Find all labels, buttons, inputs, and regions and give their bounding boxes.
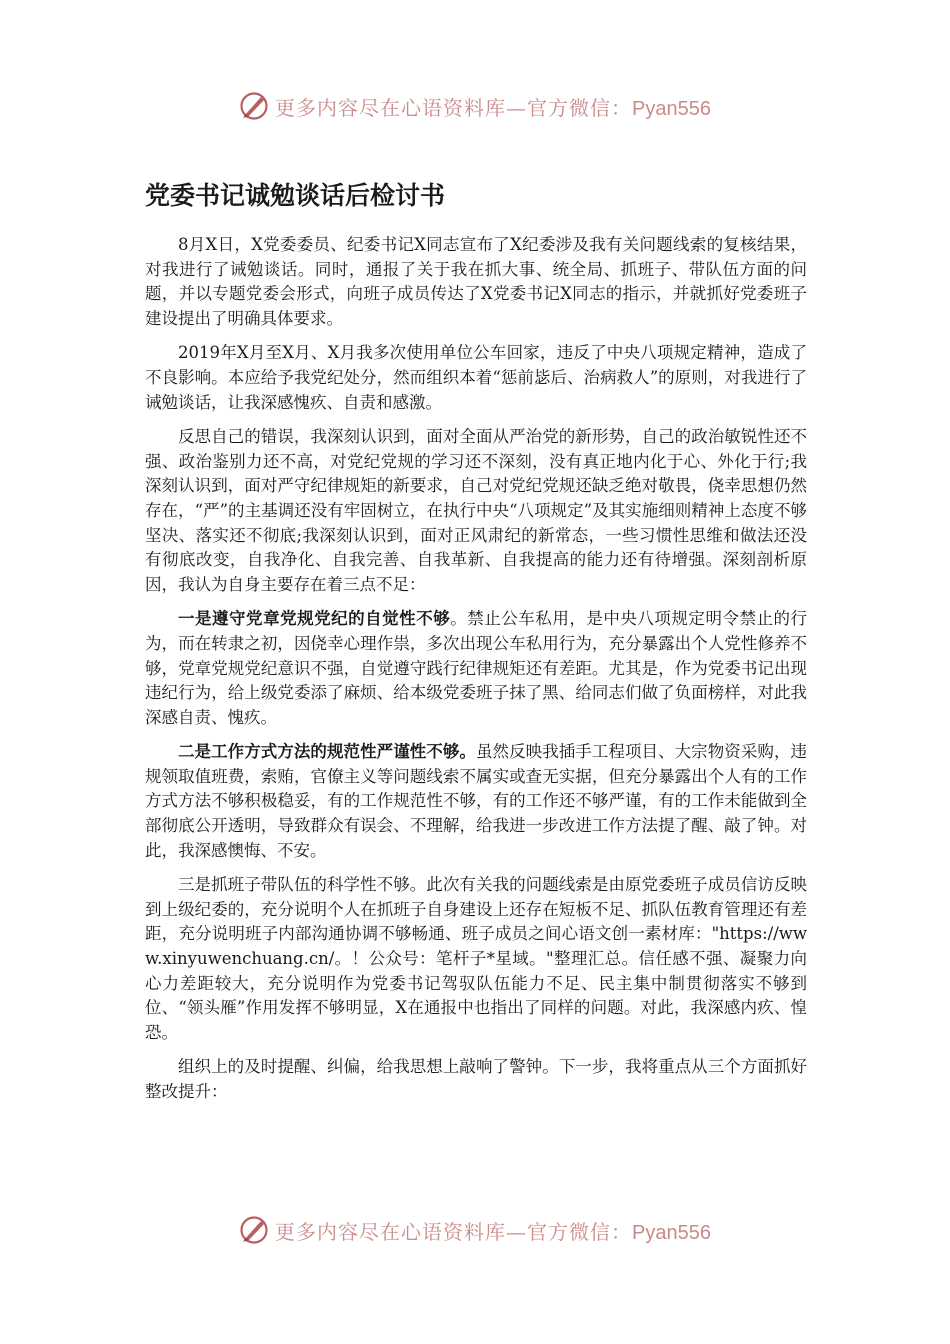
- pen-logo-icon: [239, 1215, 269, 1245]
- document-body: [145, 233, 807, 1115]
- paragraph-5-heading: 二是工作方式方法的规范性严谨性不够。: [178, 742, 476, 762]
- paragraph-7: 组织上的及时提醒、纠偏，给我思想上敲响了警钟。下一步，我将重点从三个方面抓好整改提升：: [145, 1057, 807, 1101]
- paragraph-5: [145, 740, 807, 863]
- paragraph-4-text: 。禁止公车私用，是中央八项规定明令禁止的行为，而在转隶之初，因侥幸心理作祟，多次出现公车私用行为，充分暴露出个人党性修养不够，党章党规党纪意识不强，自觉遵守践行纪律规矩还有差距。尤其是，作为党委书记出现违纪行为，给上级党委添了麻烦、给本级党委班子抹了黑、给同志们做了负面榜样，对此我深感自责、愧疚。: [145, 609, 808, 727]
- banner-wechat-id: Pyan556: [632, 1221, 711, 1244]
- pen-logo-icon: [239, 91, 269, 121]
- paragraph-6: 三是抓班子带队伍的科学性不够。此次有关我的问题线索是由原党委班子成员信访反映到上级纪委的，充分说明个人在抓班子自身建设上还存在短板不足、抓队伍教育管理还有差距，充分说明班子内部沟通协调不够畅通、班子成员之间心语文创一素材库："https://www.xinyuwenchuang.cn/。！公众号：笔杆子*星域。"整理汇总。信任感不强、凝聚力向心力差距较大，充分说明作为党委书记驾驭队伍能力不足、民主集中制贯彻落实不够到位、“领头雁”作用发挥不够明显，X在通报中也指出了同样的问题。对此，我深感内疚、惶恐。: [145, 875, 807, 1042]
- header-banner: [0, 86, 950, 126]
- banner-wechat-id: Pyan556: [632, 97, 711, 120]
- document-title: 党委书记诚勉谈话后检讨书: [145, 181, 446, 210]
- paragraph-4-heading: 一是遵守党章党规党纪的自觉性不够: [178, 609, 451, 629]
- banner-text: 更多内容尽在心语资料库—官方微信：Pyan556: [275, 95, 711, 120]
- paragraph-4: [145, 607, 807, 730]
- paragraph-3: 反思自己的错误，我深刻认识到，面对全面从严治党的新形势，自己的政治敏锐性还不强、政治鉴别力还不高，对党纪党规的学习还不深刻，没有真正地内化于心、外化于行;我深刻认识到，面对严守纪律规矩的新要求，自己对党纪党规还缺乏绝对敬畏，侥幸思想仍然存在，“严”的主基调还没有牢固树立，在执行中央“八项规定”及其实施细则精神上态度不够坚决、落实还不彻底;我深刻认识到，面对正风肃纪的新常态，一些习惯性思维和做法还没有彻底改变，自我净化、自我完善、自我革新、自我提高的能力还有待增强。深刻剖析原因，我认为自身主要存在着三点不足：: [145, 427, 807, 594]
- footer-banner: [0, 1210, 950, 1250]
- banner-text: 更多内容尽在心语资料库—官方微信：Pyan556: [275, 1219, 711, 1244]
- paragraph-2: 2019年X月至X月、X月我多次使用单位公车回家，违反了中央八项规定精神，造成了不良影响。本应给予我党纪处分，然而组织本着“惩前毖后、治病救人”的原则，对我进行了诫勉谈话，让我深感愧疚、自责和感激。: [145, 343, 807, 412]
- paragraph-1: 8月X日，X党委委员、纪委书记X同志宣布了X纪委涉及我有关问题线索的复核结果，对我进行了诫勉谈话。同时，通报了关于我在抓大事、统全局、抓班子、带队伍方面的问题，并以专题党委会形式，向班子成员传达了X党委书记X同志的指示，并就抓好党委班子建设提出了明确具体要求。: [145, 235, 807, 328]
- paragraph-5-text: 虽然反映我插手工程项目、大宗物资采购，违规领取值班费，索贿，官僚主义等问题线索不属实或查无实据，但充分暴露出个人有的工作方式方法不够积极稳妥，有的工作规范性不够，有的工作还不够严谨，有的工作未能做到全部彻底公开透明，导致群众有误会、不理解，给我进一步改进工作方法提了醒、敲了钟。对此，我深感懊悔、不安。: [145, 742, 808, 860]
